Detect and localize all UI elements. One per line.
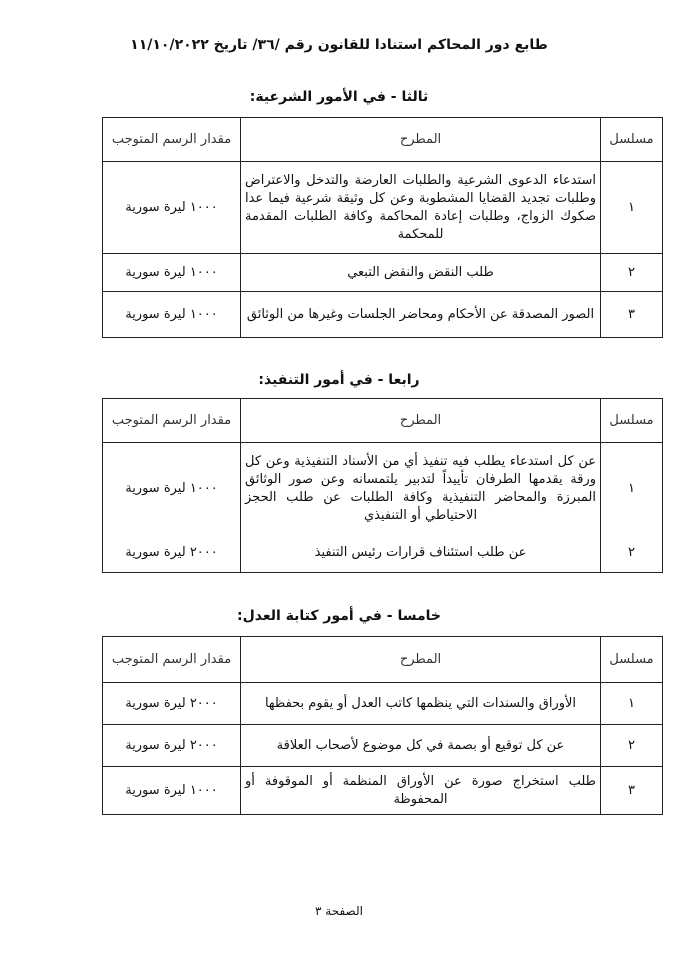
row-num: ٢ [601, 725, 663, 767]
table-row [103, 254, 663, 292]
row-subject: عن كل توقيع أو بصمة في كل موضوع لأصحاب العلاقة [241, 725, 601, 767]
row-num: ١ [601, 443, 663, 535]
row-subject: طلب النقض والنقض التبعي [241, 254, 601, 292]
fees-table-sharia [102, 117, 663, 338]
row-num: ١ [601, 683, 663, 725]
row-subject: الأوراق والسندات التي ينظمها كاتب العدل أو يقوم بحفظها [241, 683, 601, 725]
header-num: مسلسل [601, 637, 663, 683]
header-subject: المطرح [241, 399, 601, 443]
row-num: ٢ [601, 254, 663, 292]
row-fee: ١٠٠٠ ليرة سورية [103, 767, 241, 815]
table-row [103, 683, 663, 725]
header-subject: المطرح [241, 637, 601, 683]
row-subject: طلب استخراج صورة عن الأوراق المنظمة أو الموقوفة أو المحفوظة [241, 767, 601, 815]
row-fee: ٢٠٠٠ ليرة سورية [103, 725, 241, 767]
table-header-row [103, 637, 663, 683]
section-title-sharia: ثالثا - في الأمور الشرعية: [249, 89, 429, 105]
row-fee: ٢٠٠٠ ليرة سورية [103, 535, 241, 573]
header-fee: مقدار الرسم المتوجب [103, 399, 241, 443]
header-fee: مقدار الرسم المتوجب [103, 118, 241, 162]
row-num: ١ [601, 162, 663, 254]
table-header-row [103, 399, 663, 443]
table-row [103, 535, 663, 573]
row-subject: عن طلب استئناف قرارات رئيس التنفيذ [241, 535, 601, 573]
row-fee: ١٠٠٠ ليرة سورية [103, 443, 241, 535]
page-number: الصفحة ٣ [315, 904, 363, 918]
fees-table-enforcement [102, 398, 663, 573]
row-fee: ١٠٠٠ ليرة سورية [103, 254, 241, 292]
table-row [103, 443, 663, 535]
table-row [103, 767, 663, 815]
fees-table-notary [102, 636, 663, 815]
section-title-notary: خامسا - في أمور كتابة العدل: [237, 608, 441, 624]
row-fee: ١٠٠٠ ليرة سورية [103, 292, 241, 338]
row-num: ٣ [601, 292, 663, 338]
document-title: طابع دور المحاكم استنادا للقانون رقم /٣٦/ تاريخ ١١/١٠/٢٠٢٢ [130, 37, 548, 53]
header-num: مسلسل [601, 118, 663, 162]
row-num: ٣ [601, 767, 663, 815]
table-row [103, 292, 663, 338]
row-subject: استدعاء الدعوى الشرعية والطلبات العارضة والتدخل والاعتراض وطلبات تجديد القضايا المشطوبة وعن كل وثيقة شرعية فيما عدا صكوك الزواج، وطلبات إعادة المحاكمة وكافة الطلبات المقدمة للمحكمة [241, 162, 601, 254]
header-fee: مقدار الرسم المتوجب [103, 637, 241, 683]
table-row [103, 725, 663, 767]
row-subject: الصور المصدقة عن الأحكام ومحاضر الجلسات وغيرها من الوثائق [241, 292, 601, 338]
row-fee: ١٠٠٠ ليرة سورية [103, 162, 241, 254]
table-header-row [103, 118, 663, 162]
section-title-enforcement: رابعا - في أمور التنفيذ: [258, 372, 420, 388]
row-subject: عن كل استدعاء يطلب فيه تنفيذ أي من الأسناد التنفيذية وعن كل ورقة يقدمها الطرفان تأييداً لتدبير يلتمسانه وعن صور الوثائق المبرزة والمحاضر التنفيذية وكافة الطلبات عن طلب الحجز الاحتياطي أو التنفيذي [241, 443, 601, 535]
row-num: ٢ [601, 535, 663, 573]
table-row [103, 162, 663, 254]
row-fee: ٢٠٠٠ ليرة سورية [103, 683, 241, 725]
header-subject: المطرح [241, 118, 601, 162]
header-num: مسلسل [601, 399, 663, 443]
